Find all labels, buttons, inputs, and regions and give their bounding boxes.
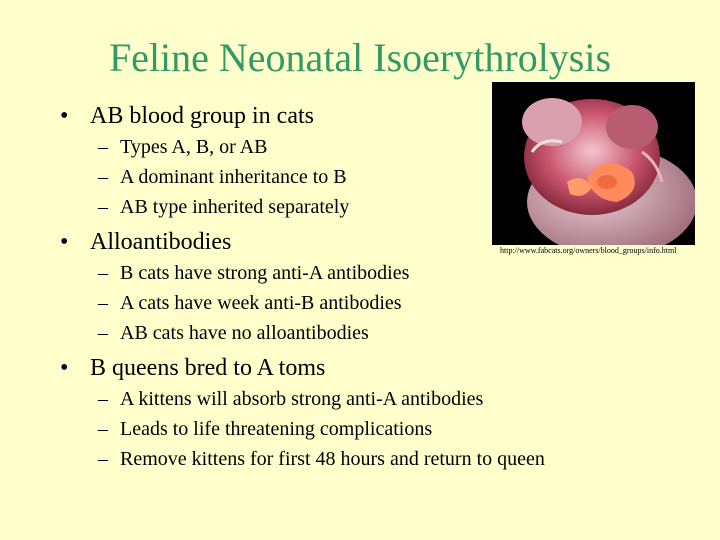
- sub-bullet-item: – A dominant inheritance to B: [98, 166, 347, 188]
- kitten-photo: [492, 82, 695, 245]
- bullet-item: • B queens bred to A toms: [60, 355, 326, 381]
- kitten-illustration: [492, 82, 695, 245]
- sub-bullet-item: – AB type inherited separately: [98, 196, 350, 218]
- sub-bullet-item: – B cats have strong anti-A antibodies: [98, 262, 410, 284]
- sub-bullet-item: – Leads to life threatening complications: [98, 418, 433, 440]
- sub-bullet-item: – Types A, B, or AB: [98, 136, 268, 158]
- sub-bullet-item: – AB cats have no alloantibodies: [98, 322, 369, 344]
- bullet-item: • Alloantibodies: [60, 229, 232, 255]
- image-source-caption: http://www.fabcats.org/owners/blood_groups/info.html: [500, 246, 677, 255]
- sub-bullet-item: – Remove kittens for first 48 hours and return to queen: [98, 448, 545, 470]
- sub-bullet-item: – A cats have week anti-B antibodies: [98, 292, 402, 314]
- bullet-item: • AB blood group in cats: [60, 103, 314, 129]
- sub-bullet-item: – A kittens will absorb strong anti-A antibodies: [98, 388, 484, 410]
- slide-title: Feline Neonatal Isoerythrolysis: [108, 35, 612, 80]
